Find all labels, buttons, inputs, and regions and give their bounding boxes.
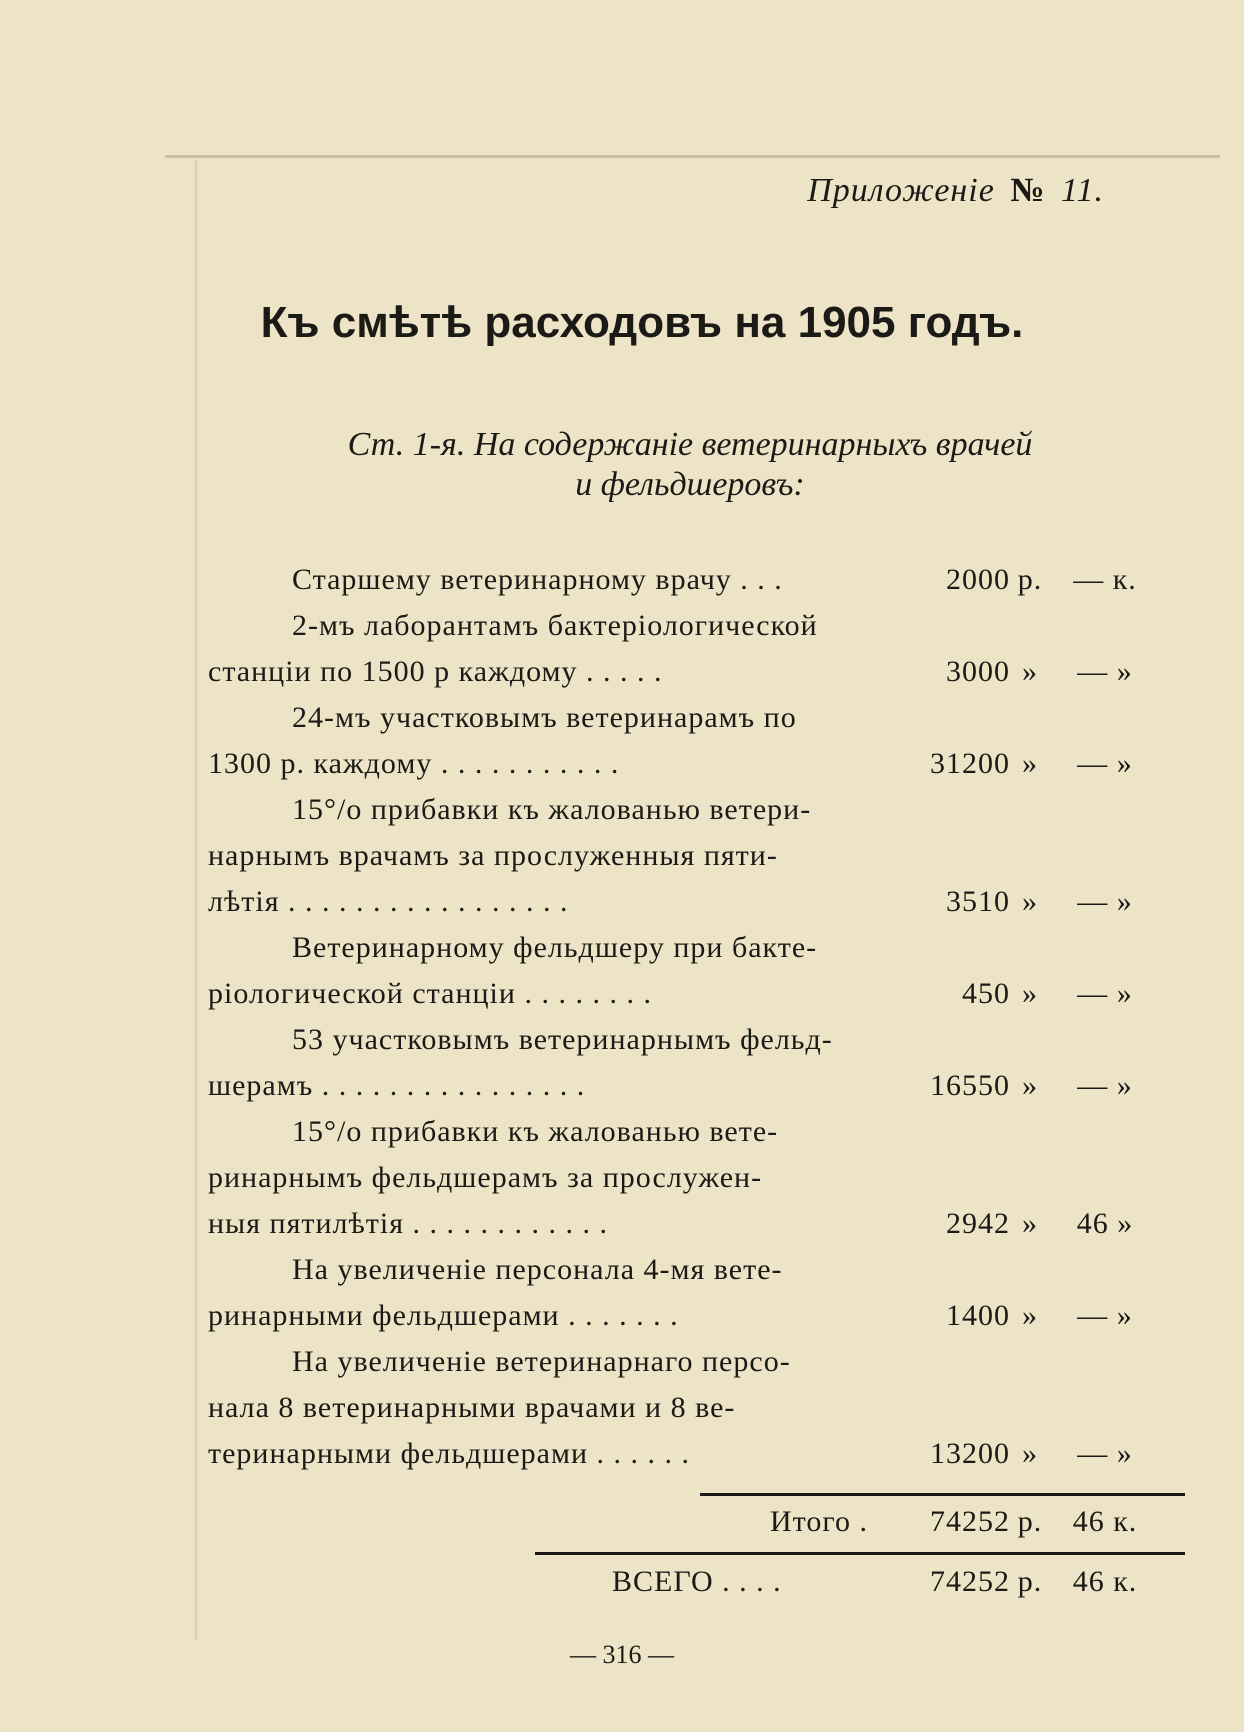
expense-amount: 1400 xyxy=(946,1299,1010,1332)
expense-kop: — » xyxy=(1077,1069,1133,1102)
total-rule xyxy=(535,1552,1185,1555)
expense-text: теринарными фельдшерами . . . . . . xyxy=(208,1437,691,1470)
expense-rub: » xyxy=(1022,1207,1038,1240)
expense-amount: 16550 xyxy=(930,1069,1010,1102)
expense-kop: — » xyxy=(1077,747,1133,780)
expense-line xyxy=(0,606,1244,646)
expense-text: 24-мъ участковымъ ветеринарамъ по xyxy=(292,701,797,734)
page-number: — 316 — xyxy=(570,1640,674,1669)
expense-kop: — » xyxy=(1077,885,1133,918)
total-kop: 46 к. xyxy=(1072,1565,1138,1598)
expense-kop: — » xyxy=(1077,1437,1133,1470)
expense-text: 53 участковымъ ветеринарнымъ фельд- xyxy=(292,1023,833,1056)
expense-text: 2-мъ лаборантамъ бактерiологической xyxy=(292,609,818,642)
expense-line xyxy=(0,560,1244,600)
expense-line xyxy=(0,1250,1244,1290)
subtotal-rub: р. xyxy=(1017,1505,1043,1538)
subtotal-rule xyxy=(700,1493,1185,1496)
appendix-label: Приложенiе xyxy=(807,172,995,209)
total-label: ВСЕГО . . . . xyxy=(612,1565,782,1598)
subtotal-line xyxy=(0,1505,1244,1545)
expense-text: ринарнымъ фельдшерамъ за прослужен- xyxy=(208,1161,763,1194)
expense-amount: 3510 xyxy=(946,885,1010,918)
expense-line xyxy=(0,698,1244,738)
expense-text: рiологической станцiи . . . . . . . . xyxy=(208,977,652,1010)
expense-kop: — » xyxy=(1077,1299,1133,1332)
total-rub: р. xyxy=(1017,1565,1043,1598)
appendix-heading xyxy=(807,172,1104,210)
expense-text: Ветеринарному фельдшеру при бакте- xyxy=(292,931,818,964)
expense-line xyxy=(0,836,1244,876)
expense-text: 15°/о прибавки къ жалованью вете- xyxy=(292,1115,779,1148)
expense-rub: » xyxy=(1022,1437,1038,1470)
expense-kop: 46 » xyxy=(1076,1207,1134,1240)
expense-amount: 2942 xyxy=(946,1207,1010,1240)
expense-amount: 13200 xyxy=(930,1437,1010,1470)
expense-amount: 3000 xyxy=(946,655,1010,688)
expense-rub: » xyxy=(1022,885,1038,918)
expense-line xyxy=(0,928,1244,968)
expense-text: шерамъ . . . . . . . . . . . . . . . . xyxy=(208,1069,586,1102)
expense-text: 1300 р. каждому . . . . . . . . . . . xyxy=(208,747,620,780)
section-heading xyxy=(230,425,1150,505)
section-line-1: Ст. 1-я. На содержанiе ветеринарныхъ врачей xyxy=(347,426,1033,463)
expense-rub: » xyxy=(1022,977,1038,1010)
appendix-number: 11. xyxy=(1061,172,1104,209)
page-edge-top xyxy=(165,155,1220,158)
expense-kop: — к. xyxy=(1073,563,1137,596)
subtotal-amount: 74252 xyxy=(930,1505,1010,1538)
expense-rub: р. xyxy=(1017,563,1043,596)
expense-text: Старшему ветеринарному врачу . . . xyxy=(292,563,783,596)
expense-rub: » xyxy=(1022,1069,1038,1102)
expense-rub: » xyxy=(1022,747,1038,780)
expense-text: лѣтiя . . . . . . . . . . . . . . . . . xyxy=(208,885,569,918)
expense-kop: — » xyxy=(1077,655,1133,688)
expense-line xyxy=(0,974,1244,1014)
expense-line xyxy=(0,1434,1244,1474)
document-title: Къ смѣтѣ расходовъ на 1905 годъ. xyxy=(260,298,1024,347)
expense-text: На увеличенiе персонала 4-мя вете- xyxy=(292,1253,783,1286)
expense-line xyxy=(0,1204,1244,1244)
expense-line xyxy=(0,1388,1244,1428)
subtotal-label: Итого . xyxy=(770,1505,868,1538)
expense-rub: » xyxy=(1022,1299,1038,1332)
expense-line xyxy=(0,1342,1244,1382)
section-line-2: и фельдшеровъ: xyxy=(575,466,805,503)
expense-text: нарнымъ врачамъ за прослуженныя пяти- xyxy=(208,839,778,872)
number-sign: № xyxy=(1010,172,1046,209)
expense-amount: 450 xyxy=(962,977,1010,1010)
expense-text: На увеличенiе ветеринарнаго персо- xyxy=(292,1345,791,1378)
expense-line xyxy=(0,1296,1244,1336)
subtotal-kop: 46 к. xyxy=(1072,1505,1138,1538)
expense-line xyxy=(0,1158,1244,1198)
expense-kop: — » xyxy=(1077,977,1133,1010)
expense-text: ныя пятилѣтiя . . . . . . . . . . . . xyxy=(208,1207,609,1240)
expense-line xyxy=(0,744,1244,784)
expense-line xyxy=(0,882,1244,922)
total-line xyxy=(0,1565,1244,1605)
expense-rub: » xyxy=(1022,655,1038,688)
expense-text: нала 8 ветеринарными врачами и 8 ве- xyxy=(208,1391,736,1424)
expense-line xyxy=(0,790,1244,830)
expense-text: станцiи по 1500 р каждому . . . . . xyxy=(208,655,663,688)
expense-amount: 31200 xyxy=(930,747,1010,780)
expense-text: ринарными фельдшерами . . . . . . . xyxy=(208,1299,679,1332)
expense-line xyxy=(0,1020,1244,1060)
expense-line xyxy=(0,652,1244,692)
expense-amount: 2000 xyxy=(946,563,1010,596)
expense-line xyxy=(0,1112,1244,1152)
expense-line xyxy=(0,1066,1244,1106)
total-amount: 74252 xyxy=(930,1565,1010,1598)
expense-text: 15°/о прибавки къ жалованью ветери- xyxy=(292,793,812,826)
